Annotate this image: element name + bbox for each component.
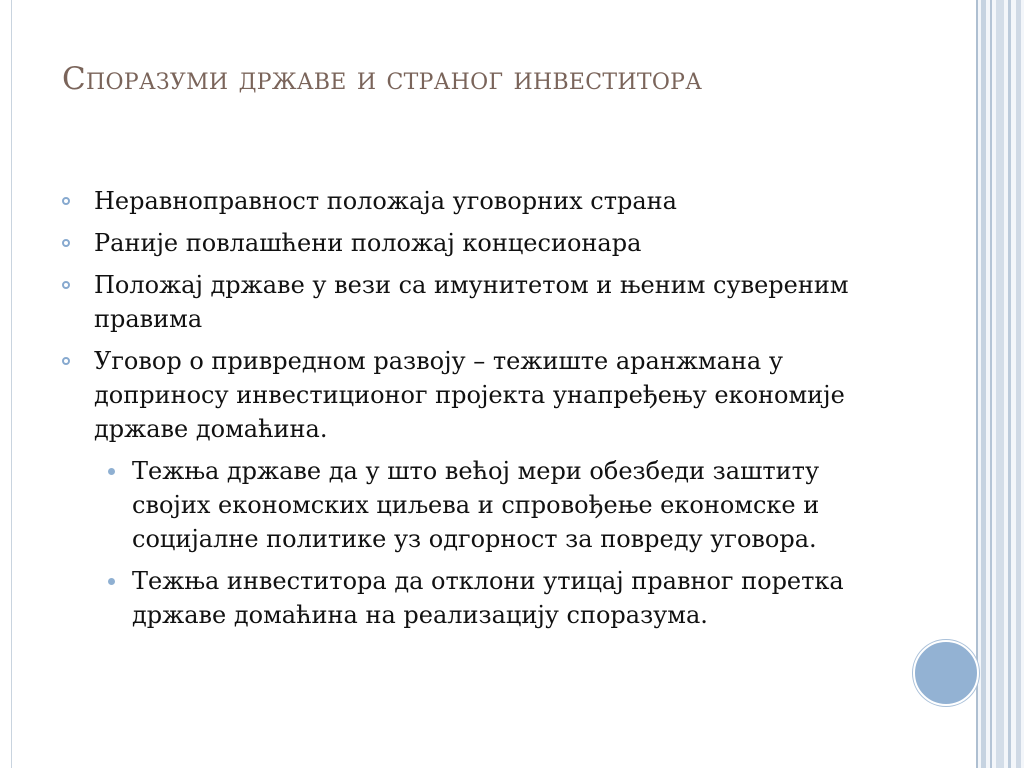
bullet-text: Положај државе у вези са имунитетом и њеним сувереним правима: [94, 271, 849, 333]
bullet-text: Раније повлашћени положај концесионара: [94, 229, 642, 257]
sub-bullet-text: Тежња државе да у што већој мери обезбеди заштиту својих економских циљева и спровођење економске и социјалне политике уз одгорност за повреду уговора.: [132, 457, 820, 553]
sub-bullet-item: [62, 564, 882, 632]
bullet-item: [62, 226, 882, 260]
decorative-stripe: [996, 0, 1004, 768]
decorative-stripe: [981, 0, 986, 768]
slide-title: Споразуми државе и страног инвеститора: [62, 61, 703, 97]
decorative-stripe: [990, 0, 992, 768]
bullet-circle-icon: [62, 357, 70, 365]
bullet-circle-icon: [62, 281, 70, 289]
sub-bullet-item: [62, 454, 882, 556]
sub-bullet-dot-icon: [108, 578, 115, 585]
left-border-line: [11, 0, 12, 768]
bullet-list: [62, 184, 882, 446]
bullet-circle-icon: [62, 239, 70, 247]
bullet-item: [62, 344, 882, 446]
sub-bullet-dot-icon: [108, 468, 115, 475]
decorative-stripe: [1016, 0, 1021, 768]
bullet-item: [62, 184, 882, 218]
bullet-text: Неравноправност положаја уговорних страна: [94, 187, 677, 215]
bullet-circle-icon: [62, 197, 70, 205]
decorative-stripe: [976, 0, 978, 768]
decorative-stripe: [1008, 0, 1011, 768]
bullet-text: Уговор о привредном развоју – тежиште аранжмана у доприносу инвестиционог пројекта унапређењу економије државе домаћина.: [94, 347, 845, 443]
bullet-item: [62, 268, 882, 336]
sub-bullet-list: [62, 454, 882, 632]
sub-bullet-text: Тежња инвеститора да отклони утицај правног поретка државе домаћина на реализацију споразума.: [132, 567, 844, 629]
decorative-circle: [913, 640, 979, 706]
slide-content: [62, 184, 882, 640]
